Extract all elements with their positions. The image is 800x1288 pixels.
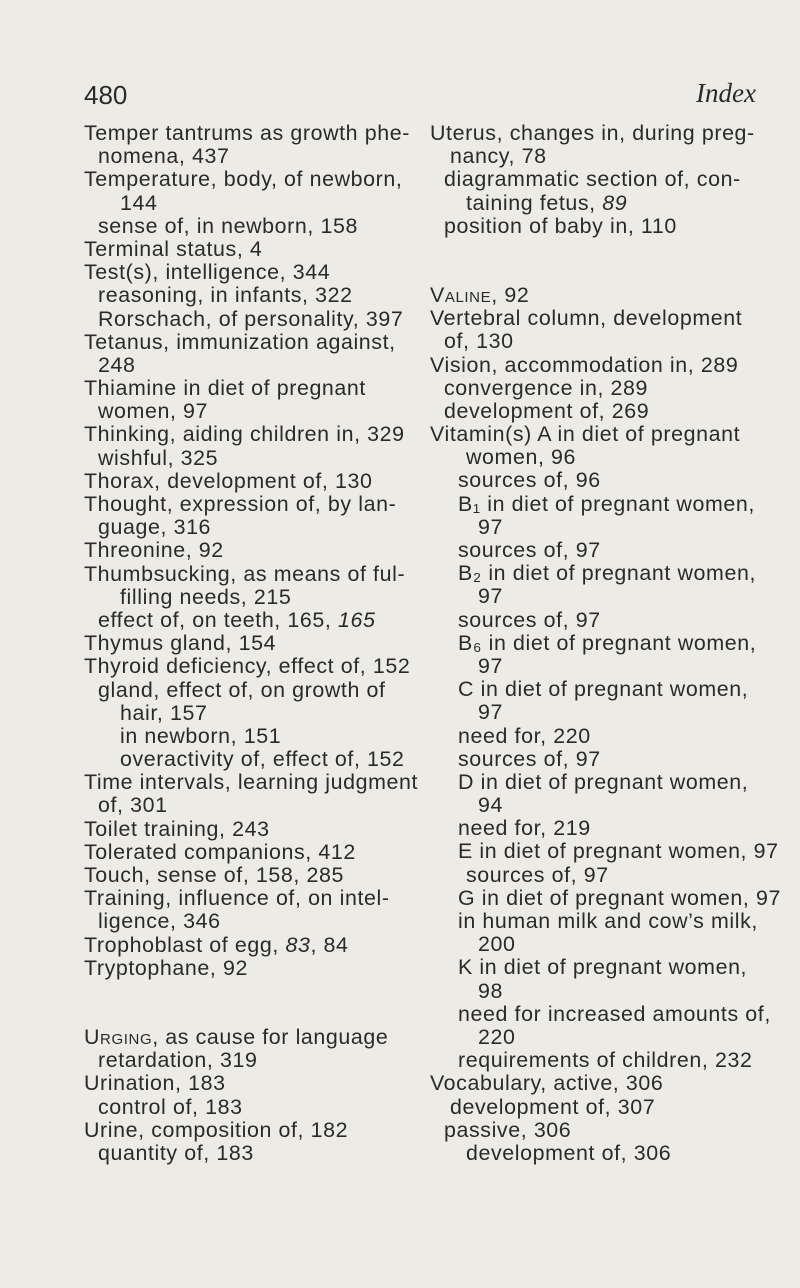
index-column-left — [84, 121, 419, 1165]
section-gap — [84, 980, 409, 1026]
index-subentry: development of, 306 — [466, 1140, 672, 1165]
index-entry: Urine, composition of, 182 — [84, 1117, 349, 1142]
index-entry: Thyroid deficiency, effect of, 152 — [84, 654, 411, 679]
index-entry: Thorax, development of, 130 — [84, 468, 373, 493]
index-subentry: 200 — [478, 932, 516, 957]
index-subentry: 97 — [478, 514, 503, 539]
index-subentry: 98 — [478, 978, 503, 1003]
index-subentry: 144 — [120, 190, 158, 215]
index-subentry: development of, 269 — [444, 398, 650, 423]
index-entry: Valine, 92 — [430, 282, 530, 307]
index-subentry: development of, 307 — [450, 1094, 656, 1119]
index-entry: Trophoblast of egg, 83, 84 — [84, 932, 349, 957]
index-subentry: effect of, on teeth, 165, 165 — [98, 607, 376, 632]
index-entry: Threonine, 92 — [84, 538, 224, 563]
index-entry: Vision, accommodation in, 289 — [430, 352, 739, 377]
section-gap — [430, 238, 765, 284]
index-subentry: retardation, 319 — [98, 1048, 258, 1073]
index-entry: Tetanus, immunization against, — [84, 329, 396, 354]
index-subentry: convergence in, 289 — [444, 375, 649, 400]
index-subentry: nancy, 78 — [450, 144, 547, 169]
index-entry: Time intervals, learning judgment — [84, 770, 419, 795]
index-subentry: diagrammatic section of, con- — [444, 167, 741, 192]
index-subentry: sources of, 96 — [458, 468, 601, 493]
index-subentry: overactivity of, effect of, 152 — [120, 747, 405, 772]
index-subentry: women, 97 — [98, 399, 209, 424]
index-entry: Temper tantrums as growth phe- — [84, 121, 410, 145]
index-subentry: ligence, 346 — [98, 909, 221, 934]
index-subentry: guage, 316 — [98, 515, 212, 540]
index-subentry: filling needs, 215 — [120, 584, 292, 609]
index-subentry: 248 — [98, 352, 136, 377]
index-entry: Urination, 183 — [84, 1071, 226, 1096]
index-subentry: sources of, 97 — [458, 607, 601, 632]
index-subentry: need for, 220 — [458, 723, 591, 748]
index-subentry: in newborn, 151 — [120, 723, 282, 748]
index-entry: Thiamine in diet of pregnant — [84, 376, 366, 401]
index-entry: Thought, expression of, by lan- — [84, 492, 397, 516]
index-subentry: quantity of, 183 — [98, 1140, 254, 1165]
index-subentry: E in diet of pregnant women, 97 — [458, 839, 779, 864]
index-entry: Thumbsucking, as means of ful- — [84, 561, 406, 586]
index-subentry: Rorschach, of personality, 397 — [98, 306, 404, 331]
index-subentry: K in diet of pregnant women, — [458, 955, 748, 980]
index-entry: Touch, sense of, 158, 285 — [84, 863, 344, 887]
index-subentry: sources of, 97 — [458, 746, 601, 771]
index-entry: Vertebral column, development — [430, 306, 743, 331]
index-entry: Temperature, body, of newborn, — [84, 167, 403, 192]
index-subentry: in human milk and cow’s milk, — [458, 909, 758, 933]
index-subentry: 97 — [478, 653, 503, 678]
index-subentry: need for increased amounts of, — [458, 1001, 771, 1026]
index-subentry: taining fetus, 89 — [466, 190, 628, 215]
index-subentry: need for, 219 — [458, 816, 591, 841]
index-subentry: B₁ in diet of pregnant women, — [458, 491, 755, 516]
index-entry: Uterus, changes in, during preg- — [430, 121, 755, 145]
index-subentry: hair, 157 — [120, 700, 208, 725]
index-subentry: D in diet of pregnant women, — [458, 769, 749, 794]
index-entry: Toilet training, 243 — [84, 816, 270, 841]
index-subentry: women, 96 — [466, 445, 577, 470]
index-subentry: B₆ in diet of pregnant women, — [458, 630, 757, 655]
index-subentry: of, 130 — [444, 329, 514, 354]
index-entry: Vitamin(s) A in diet of pregnant — [430, 422, 741, 447]
index-subentry: nomena, 437 — [98, 144, 230, 169]
index-subentry: 97 — [478, 584, 503, 609]
index-subentry: control of, 183 — [98, 1094, 243, 1119]
index-subentry: wishful, 325 — [98, 445, 219, 470]
index-entry: Vocabulary, active, 306 — [430, 1071, 664, 1096]
index-subentry: requirements of children, 232 — [458, 1048, 753, 1073]
index-entry: Tolerated companions, 412 — [84, 839, 356, 864]
index-entry: Thymus gland, 154 — [84, 631, 277, 656]
index-subentry: gland, effect of, on growth of — [98, 677, 386, 702]
index-subentry: passive, 306 — [444, 1117, 572, 1142]
index-subentry: sources of, 97 — [458, 538, 601, 562]
index-entry: Urging, as cause for language — [84, 1024, 389, 1049]
running-head: Index — [696, 78, 756, 108]
index-subentry: 94 — [478, 793, 503, 818]
index-subentry: B₂ in diet of pregnant women, — [458, 561, 757, 586]
index-entry: Tryptophane, 92 — [84, 955, 248, 980]
index-subentry: position of baby in, 110 — [444, 213, 677, 238]
index-subentry: sense of, in newborn, 158 — [98, 213, 358, 238]
index-subentry: sources of, 97 — [466, 862, 609, 887]
index-column-right — [430, 121, 782, 1165]
index-subentry: G in diet of pregnant women, 97 — [458, 885, 782, 910]
page-number: 480 — [84, 80, 128, 110]
index-subentry: 220 — [478, 1024, 516, 1049]
index-subentry: C in diet of pregnant women, — [458, 677, 749, 702]
index-entry: Training, influence of, on intel- — [84, 886, 390, 911]
index-subentry: reasoning, in infants, 322 — [98, 283, 353, 308]
index-subentry: of, 301 — [98, 793, 168, 818]
index-entry: Test(s), intelligence, 344 — [84, 260, 331, 285]
index-entry: Terminal status, 4 — [84, 236, 263, 261]
index-subentry: 97 — [478, 700, 503, 725]
index-entry: Thinking, aiding children in, 329 — [84, 422, 405, 447]
